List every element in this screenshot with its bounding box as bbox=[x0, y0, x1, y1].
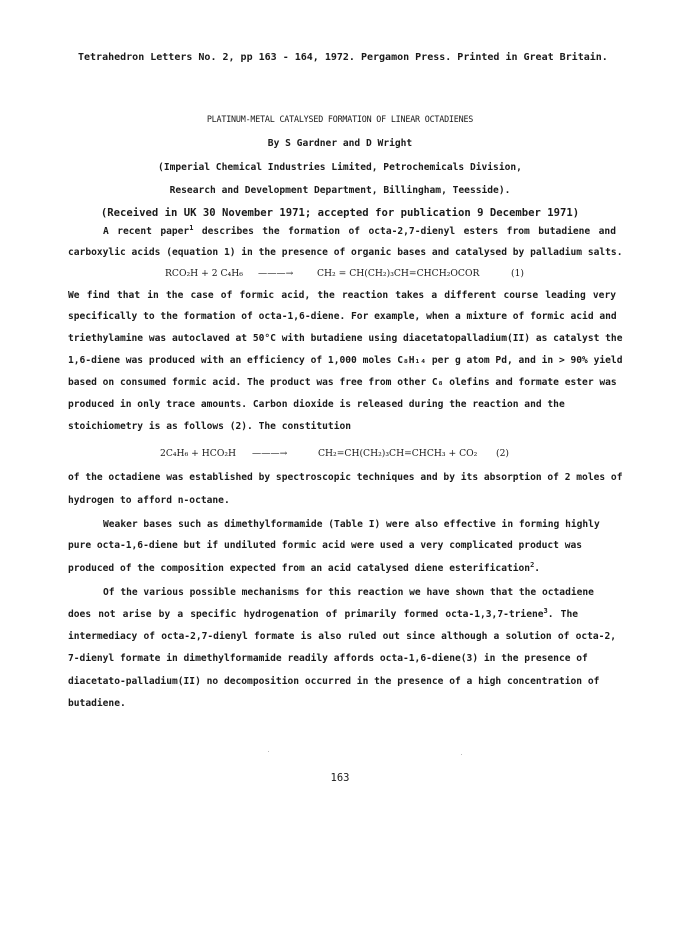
scan-speck bbox=[268, 751, 269, 752]
equation-2-arrow: ———→ bbox=[252, 448, 288, 459]
equation-1-number: (1) bbox=[511, 268, 525, 279]
reference-1: 1 bbox=[189, 224, 194, 232]
equation-2-number: (2) bbox=[496, 448, 510, 459]
equation-1-arrow: ———→ bbox=[258, 268, 294, 279]
affiliation-line-1: (Imperial Chemical Industries Limited, Petrochemicals Division, bbox=[158, 162, 522, 173]
received-dates: (Received in UK 30 November 1971; accepted for publication 9 December 1971) bbox=[100, 207, 580, 219]
paragraph-3-line-1: of the octadiene was established by spectroscopic techniques and by its absorption of 2 moles of bbox=[68, 472, 623, 483]
text: produced of the composition expected from an acid catalysed diene esterification bbox=[68, 563, 531, 574]
journal-header: Tetrahedron Letters No. 2, pp 163 - 164, 1972. Pergamon Press. Printed in Great Britain. bbox=[78, 52, 608, 63]
equation-2-right: CH₂=CH(CH₂)₃CH=CHCH₃ + CO₂ bbox=[318, 448, 478, 459]
scan-speck bbox=[461, 754, 462, 755]
reference-3: 3 bbox=[543, 607, 548, 615]
equation-1-left: RCO₂H + 2 C₄H₆ bbox=[165, 268, 243, 279]
affiliation-line-2: Research and Development Department, Billingham, Teesside). bbox=[169, 185, 511, 196]
paragraph-3-line-2: hydrogen to afford n-octane. bbox=[68, 495, 230, 506]
paragraph-4-line-1: Weaker bases such as dimethylformamide (Table I) were also effective in forming highly bbox=[103, 519, 600, 530]
paragraph-5-line-3: intermediacy of octa-2,7-dienyl formate is also ruled out since although a solution of octa-2, bbox=[68, 631, 616, 642]
paragraph-2-line-7: stoichiometry is as follows (2). The constitution bbox=[68, 421, 352, 432]
authors: By S Gardner and D Wright bbox=[267, 138, 413, 149]
text: . bbox=[534, 563, 541, 574]
equation-1-right: CH₂ = CH(CH₂)₃CH=CHCH₂OCOR bbox=[317, 268, 480, 279]
equation-2-left: 2C₄H₆ + HCO₂H bbox=[160, 448, 237, 459]
text: does not arise by a specific hydrogenation of primarily formed octa-1,3,7-triene bbox=[68, 609, 544, 620]
paragraph-2-line-6: produced in only trace amounts. Carbon dioxide is released during the reaction and the bbox=[68, 399, 565, 410]
paragraph-2-line-3: triethylamine was autoclaved at 50°C with butadiene using diacetatopalladium(II) as catalyst the bbox=[68, 333, 623, 344]
paper-title: PLATINUM-METAL CATALYSED FORMATION OF LINEAR OCTADIENES bbox=[206, 114, 474, 124]
paragraph-4-line-2: pure octa-1,6-diene but if undiluted formic acid were used a very complicated product was bbox=[68, 540, 583, 551]
paragraph-2-line-5: based on consumed formic acid. The product was free from other C₈ olefins and formate ester was bbox=[68, 377, 617, 388]
paragraph-5-line-4: 7-dienyl formate in dimethylformamide readily affords octa-1,6-diene(3) in the presence of bbox=[68, 653, 588, 664]
reference-2: 2 bbox=[530, 561, 535, 569]
paragraph-5-line-2 bbox=[68, 609, 578, 621]
paragraph-5-line-6: butadiene. bbox=[68, 698, 126, 709]
text: . The bbox=[547, 609, 578, 620]
paragraph-5-line-5: diacetato-palladium(II) no decomposition occurred in the presence of a high concentration of bbox=[68, 676, 600, 687]
paragraph-2-line-1: We find that in the case of formic acid, the reaction takes a different course leading very bbox=[68, 290, 616, 301]
text: describes the formation of octa-2,7-dienyl esters from butadiene and bbox=[193, 226, 616, 237]
paragraph-5-line-1: Of the various possible mechanisms for this reaction we have shown that the octadiene bbox=[103, 587, 594, 598]
paragraph-1-line-1 bbox=[103, 226, 616, 238]
text: A recent paper bbox=[103, 226, 190, 237]
paragraph-4-line-3 bbox=[68, 563, 540, 575]
paragraph-2-line-4: 1,6-diene was produced with an efficiency of 1,000 moles C₈H₁₄ per g atom Pd, and in > 90% yield bbox=[68, 355, 623, 366]
page-number: 163 bbox=[330, 772, 350, 784]
paragraph-1-line-2: carboxylic acids (equation 1) in the presence of organic bases and catalysed by palladium salts. bbox=[68, 247, 623, 258]
paragraph-2-line-2: specifically to the formation of octa-1,6-diene. For example, when a mixture of formic acid and bbox=[68, 311, 617, 322]
